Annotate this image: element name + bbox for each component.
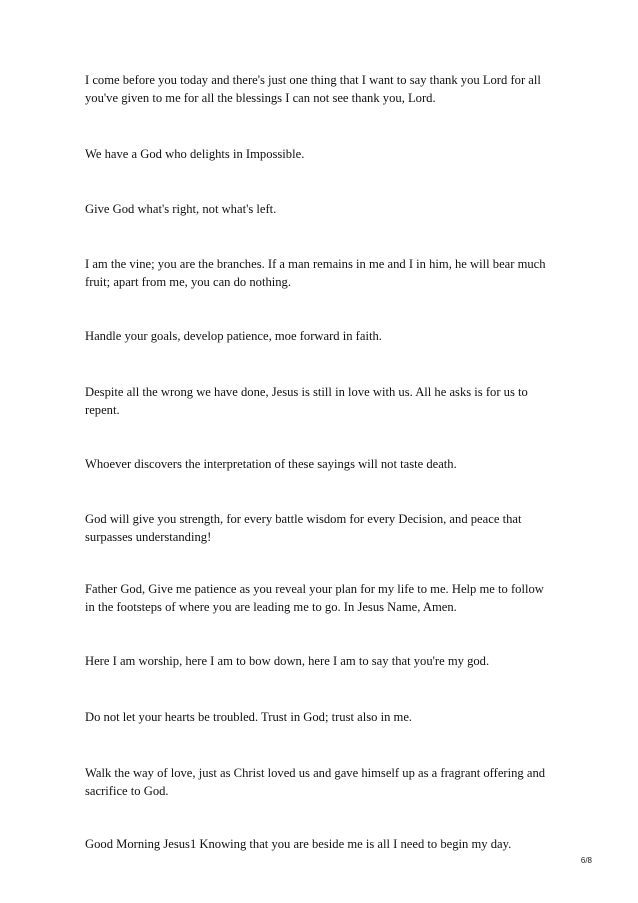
paragraph-father-god: Father God, Give me patience as you reveal your plan for my life to me. Help me to follow in the footsteps of where you are leading me to go. In Jesus Name, Amen. <box>85 582 544 614</box>
paragraph-walk-the-way: Walk the way of love, just as Christ loved us and gave himself up as a fragrant offering and sacrifice to God. <box>85 766 546 798</box>
page-number: 6/8 <box>580 856 592 865</box>
paragraph-give-god: Give God what's right, not what's left. <box>85 202 277 216</box>
paragraph-good-morning: Good Morning Jesus1 Knowing that you are beside me is all I need to begin my day. <box>85 837 512 851</box>
paragraph-god-strength: God will give you strength, for every battle wisdom for every Decision, and peace that surpasses understanding! <box>85 512 522 544</box>
paragraph-whoever-discovers: Whoever discovers the interpretation of these sayings will not taste death. <box>85 457 457 471</box>
paragraph-thank-you-lord: I come before you today and there's just one thing that I want to say thank you Lord for all you've given to me for all the blessings I can not see thank you, Lord. <box>85 73 541 105</box>
paragraph-do-not-let: Do not let your hearts be troubled. Trust in God; trust also in me. <box>85 710 413 724</box>
paragraph-here-i-am: Here I am worship, here I am to bow down, here I am to say that you're my god. <box>85 654 490 668</box>
paragraph-handle-goals: Handle your goals, develop patience, moe forward in faith. <box>85 329 382 343</box>
paragraph-god-delights: We have a God who delights in Impossible. <box>85 147 305 161</box>
paragraph-despite-wrong: Despite all the wrong we have done, Jesus is still in love with us. All he asks is for us to repent. <box>85 385 528 417</box>
paragraph-i-am-the-vine: I am the vine; you are the branches. If a man remains in me and I in him, he will bear much fruit; apart from me, you can do nothing. <box>85 257 546 289</box>
